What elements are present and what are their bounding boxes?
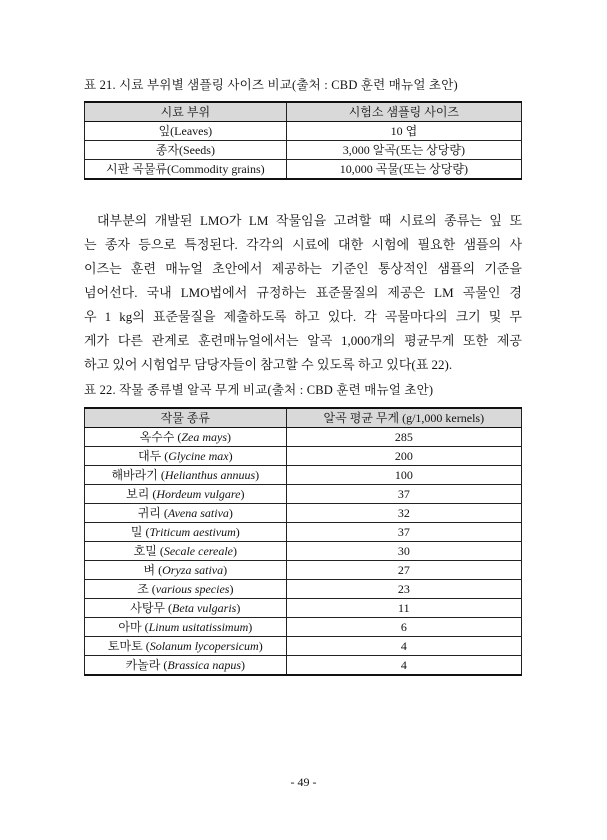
body-paragraph	[84, 209, 522, 377]
crop-scientific-name: Avena sativa	[167, 506, 229, 520]
table-row	[85, 580, 522, 599]
crop-scientific-name: Hordeum vulgare	[156, 487, 241, 501]
crop-scientific-name: Zea mays	[181, 430, 228, 444]
crop-korean-name: 호밀	[133, 544, 157, 558]
table-row	[85, 656, 522, 676]
paragraph-line: 우 1 kg의 표준물질을 제출하도록 하고 있다. 각 곡물마다의 크기 및 무	[84, 309, 522, 324]
crop-korean-name: 아마	[118, 620, 142, 634]
paragraph-line: 이즈는 훈련 매뉴얼 초안에서 제공하는 기준인 통상적인 샘플의 기준을	[84, 261, 522, 276]
table-row	[85, 466, 522, 485]
crop-name-cell: 해바라기 (Helianthus annuus)	[85, 466, 287, 485]
table-row	[85, 504, 522, 523]
crop-name-cell: 조 (various species)	[85, 580, 287, 599]
crop-scientific-name: Beta vulgaris	[172, 601, 237, 615]
table-row	[85, 523, 522, 542]
crop-korean-name: 토마토	[107, 639, 143, 653]
kernel-weight-cell: 4	[286, 656, 521, 676]
crop-scientific-name: Oryza sativa	[162, 563, 224, 577]
column-header-kernel-weight: 알곡 평균 무게 (g/1,000 kernels)	[286, 408, 521, 428]
sampling-size-cell: 10,000 곡물(또는 상당량)	[286, 160, 521, 180]
page-number: - 49 -	[290, 775, 317, 789]
crop-korean-name: 대두	[138, 449, 162, 463]
crop-korean-name: 조	[137, 582, 149, 596]
crop-scientific-name: Helianthus annuus	[164, 468, 256, 482]
crop-korean-name: 카놀라	[125, 658, 161, 672]
crop-scientific-name: various species	[155, 582, 230, 596]
crop-name-cell: 사탕무 (Beta vulgaris)	[85, 599, 287, 618]
crop-scientific-name: Glycine max	[168, 449, 229, 463]
column-header-sample-part: 시료 부위	[85, 102, 287, 122]
kernel-weight-cell: 285	[286, 428, 521, 447]
crop-scientific-name: Triticum aestivum	[149, 525, 236, 539]
crop-name-cell: 귀리 (Avena sativa)	[85, 504, 287, 523]
table-row	[85, 428, 522, 447]
kernel-weight-cell: 200	[286, 447, 521, 466]
crop-scientific-name: Solanum lycopersicum	[149, 639, 259, 653]
table-row	[85, 599, 522, 618]
table-row	[85, 618, 522, 637]
sample-part-cell: 시판 곡물류(Commodity grains)	[85, 160, 287, 180]
kernel-weight-cell: 32	[286, 504, 521, 523]
column-header-crop-type: 작물 종류	[85, 408, 287, 428]
crop-name-cell: 밀 (Triticum aestivum)	[85, 523, 287, 542]
kernel-weight-cell: 37	[286, 523, 521, 542]
sampling-size-cell: 3,000 알곡(또는 상당량)	[286, 141, 521, 160]
crop-korean-name: 보리	[126, 487, 150, 501]
crop-name-cell: 토마토 (Solanum lycopersicum)	[85, 637, 287, 656]
table-row	[85, 447, 522, 466]
crop-name-cell: 보리 (Hordeum vulgare)	[85, 485, 287, 504]
crop-korean-name: 벼	[143, 563, 156, 577]
table-row	[85, 485, 522, 504]
table-row	[85, 542, 522, 561]
kernel-weight-cell: 11	[286, 599, 521, 618]
kernel-weight-cell: 23	[286, 580, 521, 599]
crop-korean-name: 해바라기	[111, 468, 158, 482]
table-row	[85, 141, 522, 160]
crop-name-cell: 옥수수 (Zea mays)	[85, 428, 287, 447]
kernel-weight-cell: 4	[286, 637, 521, 656]
kernel-weight-cell: 6	[286, 618, 521, 637]
paragraph-line: 대부분의 개발된 LMO가 LM 작물임을 고려할 때 시료의 종류는 잎 또	[97, 213, 522, 228]
crop-korean-name: 옥수수	[139, 430, 175, 444]
crop-name-cell: 대두 (Glycine max)	[85, 447, 287, 466]
crop-scientific-name: Brassica napus	[167, 658, 242, 672]
table-row	[85, 637, 522, 656]
kernel-weight-cell: 100	[286, 466, 521, 485]
crop-korean-name: 귀리	[137, 506, 161, 520]
crop-korean-name: 밀	[130, 525, 143, 539]
kernel-weight-cell: 27	[286, 561, 521, 580]
table-row	[85, 561, 522, 580]
crop-name-cell: 카놀라 (Brassica napus)	[85, 656, 287, 676]
crop-scientific-name: Linum usitatissimum	[148, 620, 249, 634]
paragraph-line: 는 종자 등으로 특정된다. 각각의 시료에 대한 시험에 필요한 샘플의 사	[84, 237, 522, 252]
sampling-size-table	[84, 101, 522, 180]
crop-korean-name: 사탕무	[130, 601, 166, 615]
crop-name-cell: 아마 (Linum usitatissimum)	[85, 618, 287, 637]
crop-scientific-name: Secale cereale	[163, 544, 233, 558]
sample-part-cell: 잎(Leaves)	[85, 122, 287, 141]
crop-name-cell: 호밀 (Secale cereale)	[85, 542, 287, 561]
kernel-weight-table	[84, 407, 522, 676]
paragraph-line: 넘어선다. 국내 LMO법에서 규정하는 표준물질의 제공은 LM 곡물인 경	[84, 285, 522, 300]
table-row	[85, 122, 522, 141]
table-22-caption: 표 22. 작물 종류별 알곡 무게 비교(출처 : CBD 훈련 매뉴얼 초안)	[84, 383, 434, 397]
sample-part-cell: 종자(Seeds)	[85, 141, 287, 160]
crop-name-cell: 벼 (Oryza sativa)	[85, 561, 287, 580]
kernel-weight-cell: 30	[286, 542, 521, 561]
paragraph-line: 하고 있어 시험업무 담당자들이 참고할 수 있도록 하고 있다(표 22).	[84, 357, 453, 372]
sampling-size-cell: 10 엽	[286, 122, 521, 141]
paragraph-line: 게가 다른 관계로 훈련매뉴얼에서는 알곡 1,000개의 평균무게 또한 제공	[84, 333, 522, 348]
kernel-weight-cell: 37	[286, 485, 521, 504]
column-header-sampling-size: 시험소 샘플링 사이즈	[286, 102, 521, 122]
table-21-caption: 표 21. 시료 부위별 샘플링 사이즈 비교(출처 : CBD 훈련 매뉴얼 초안)	[84, 78, 458, 92]
table-row	[85, 160, 522, 180]
